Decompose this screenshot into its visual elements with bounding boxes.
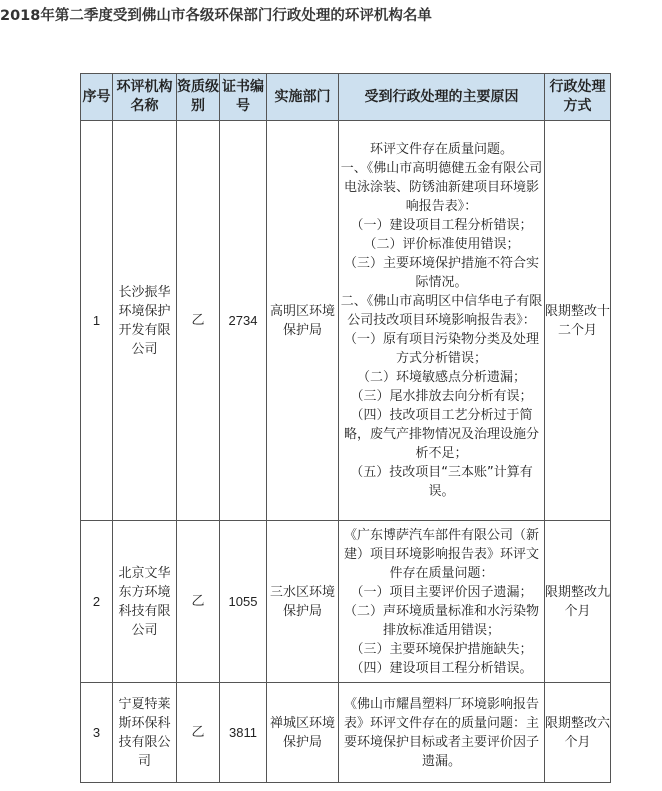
page-title: 2018年第二季度受到佛山市各级环保部门行政处理的环评机构名单 [0, 8, 432, 24]
cell-dept: 三水区环境保护局 [267, 521, 339, 683]
cell-seq: 3 [81, 683, 113, 783]
reason-line: 《佛山市耀昌塑料厂环境影响报告表》环评文件存在的质量问题：主要环境保护目标或者主要评价因子遗漏。 [343, 696, 539, 769]
reason-line: （五）技改项目“三本账”计算有误。 [350, 465, 533, 499]
reason-line: （三）主要环境保护措施不符合实际情况。 [343, 256, 539, 290]
reason-line: 二、《佛山市高明区中信华电子有限公司技改项目环境影响报告表》： [340, 294, 543, 328]
header-cert: 证书编号 [220, 74, 267, 121]
cell-org: 长沙振华环境保护开发有限公司 [113, 121, 177, 521]
cell-org: 北京文华东方环境科技有限公司 [113, 521, 177, 683]
table-row [81, 521, 611, 683]
reason-line: （三）尾水排放去向分析有误； [350, 389, 533, 404]
reason-line: （四）技改项目工艺分析过于简略，废气产排物情况及治理设施分析不足； [343, 408, 539, 461]
cell-grade: 乙 [177, 521, 220, 683]
table-row [81, 121, 611, 521]
reason-line: （二）声环境质量标准和水污染物排放标准适用错误； [343, 603, 539, 638]
header-seq: 序号 [81, 74, 113, 121]
header-grade: 资质级别 [177, 74, 220, 121]
header-method: 行政处理方式 [545, 74, 611, 121]
cell-cert: 2734 [220, 121, 267, 521]
cell-reasons [339, 521, 545, 683]
reason-line: 一、《佛山市高明德健五金有限公司电泳涂装、防锈油新建项目环境影响报告表》： [340, 161, 543, 214]
cell-reasons [339, 683, 545, 783]
table-header-row [81, 74, 611, 121]
header-dept: 实施部门 [267, 74, 339, 121]
penalty-table [80, 73, 611, 783]
cell-cert: 3811 [220, 683, 267, 783]
reason-line: 《广东博萨汽车部件有限公司（新建）项目环境影响报告表》环评文件存在质量问题： [343, 527, 539, 581]
cell-method: 限期整改六个月 [545, 683, 611, 783]
header-org: 环评机构名称 [113, 74, 177, 121]
reason-line: （一）项目主要评价因子遗漏； [350, 584, 533, 600]
cell-reasons [339, 121, 545, 521]
cell-seq: 1 [81, 121, 113, 521]
cell-method: 限期整改九个月 [545, 521, 611, 683]
header-reason: 受到行政处理的主要原因 [339, 74, 545, 121]
reason-line: （二）评价标准使用错误； [363, 237, 520, 252]
reason-line: （三）主要环境保护措施缺失； [350, 641, 533, 657]
cell-grade: 乙 [177, 121, 220, 521]
cell-dept: 高明区环境保护局 [267, 121, 339, 521]
reason-line: （四）建设项目工程分析错误。 [350, 660, 533, 676]
cell-grade: 乙 [177, 683, 220, 783]
table-row [81, 683, 611, 783]
cell-seq: 2 [81, 521, 113, 683]
cell-method: 限期整改十二个月 [545, 121, 611, 521]
reason-line: （一）原有项目污染物分类及处理方式分析错误； [343, 332, 539, 366]
cell-dept: 禅城区环境保护局 [267, 683, 339, 783]
reason-line: （二）环境敏感点分析遗漏； [356, 370, 526, 385]
cell-cert: 1055 [220, 521, 267, 683]
reason-line: 环评文件存在质量问题。 [369, 142, 513, 157]
reason-line: （一）建设项目工程分析错误； [350, 218, 533, 233]
cell-org: 宁夏特莱斯环保科技有限公司 [113, 683, 177, 783]
